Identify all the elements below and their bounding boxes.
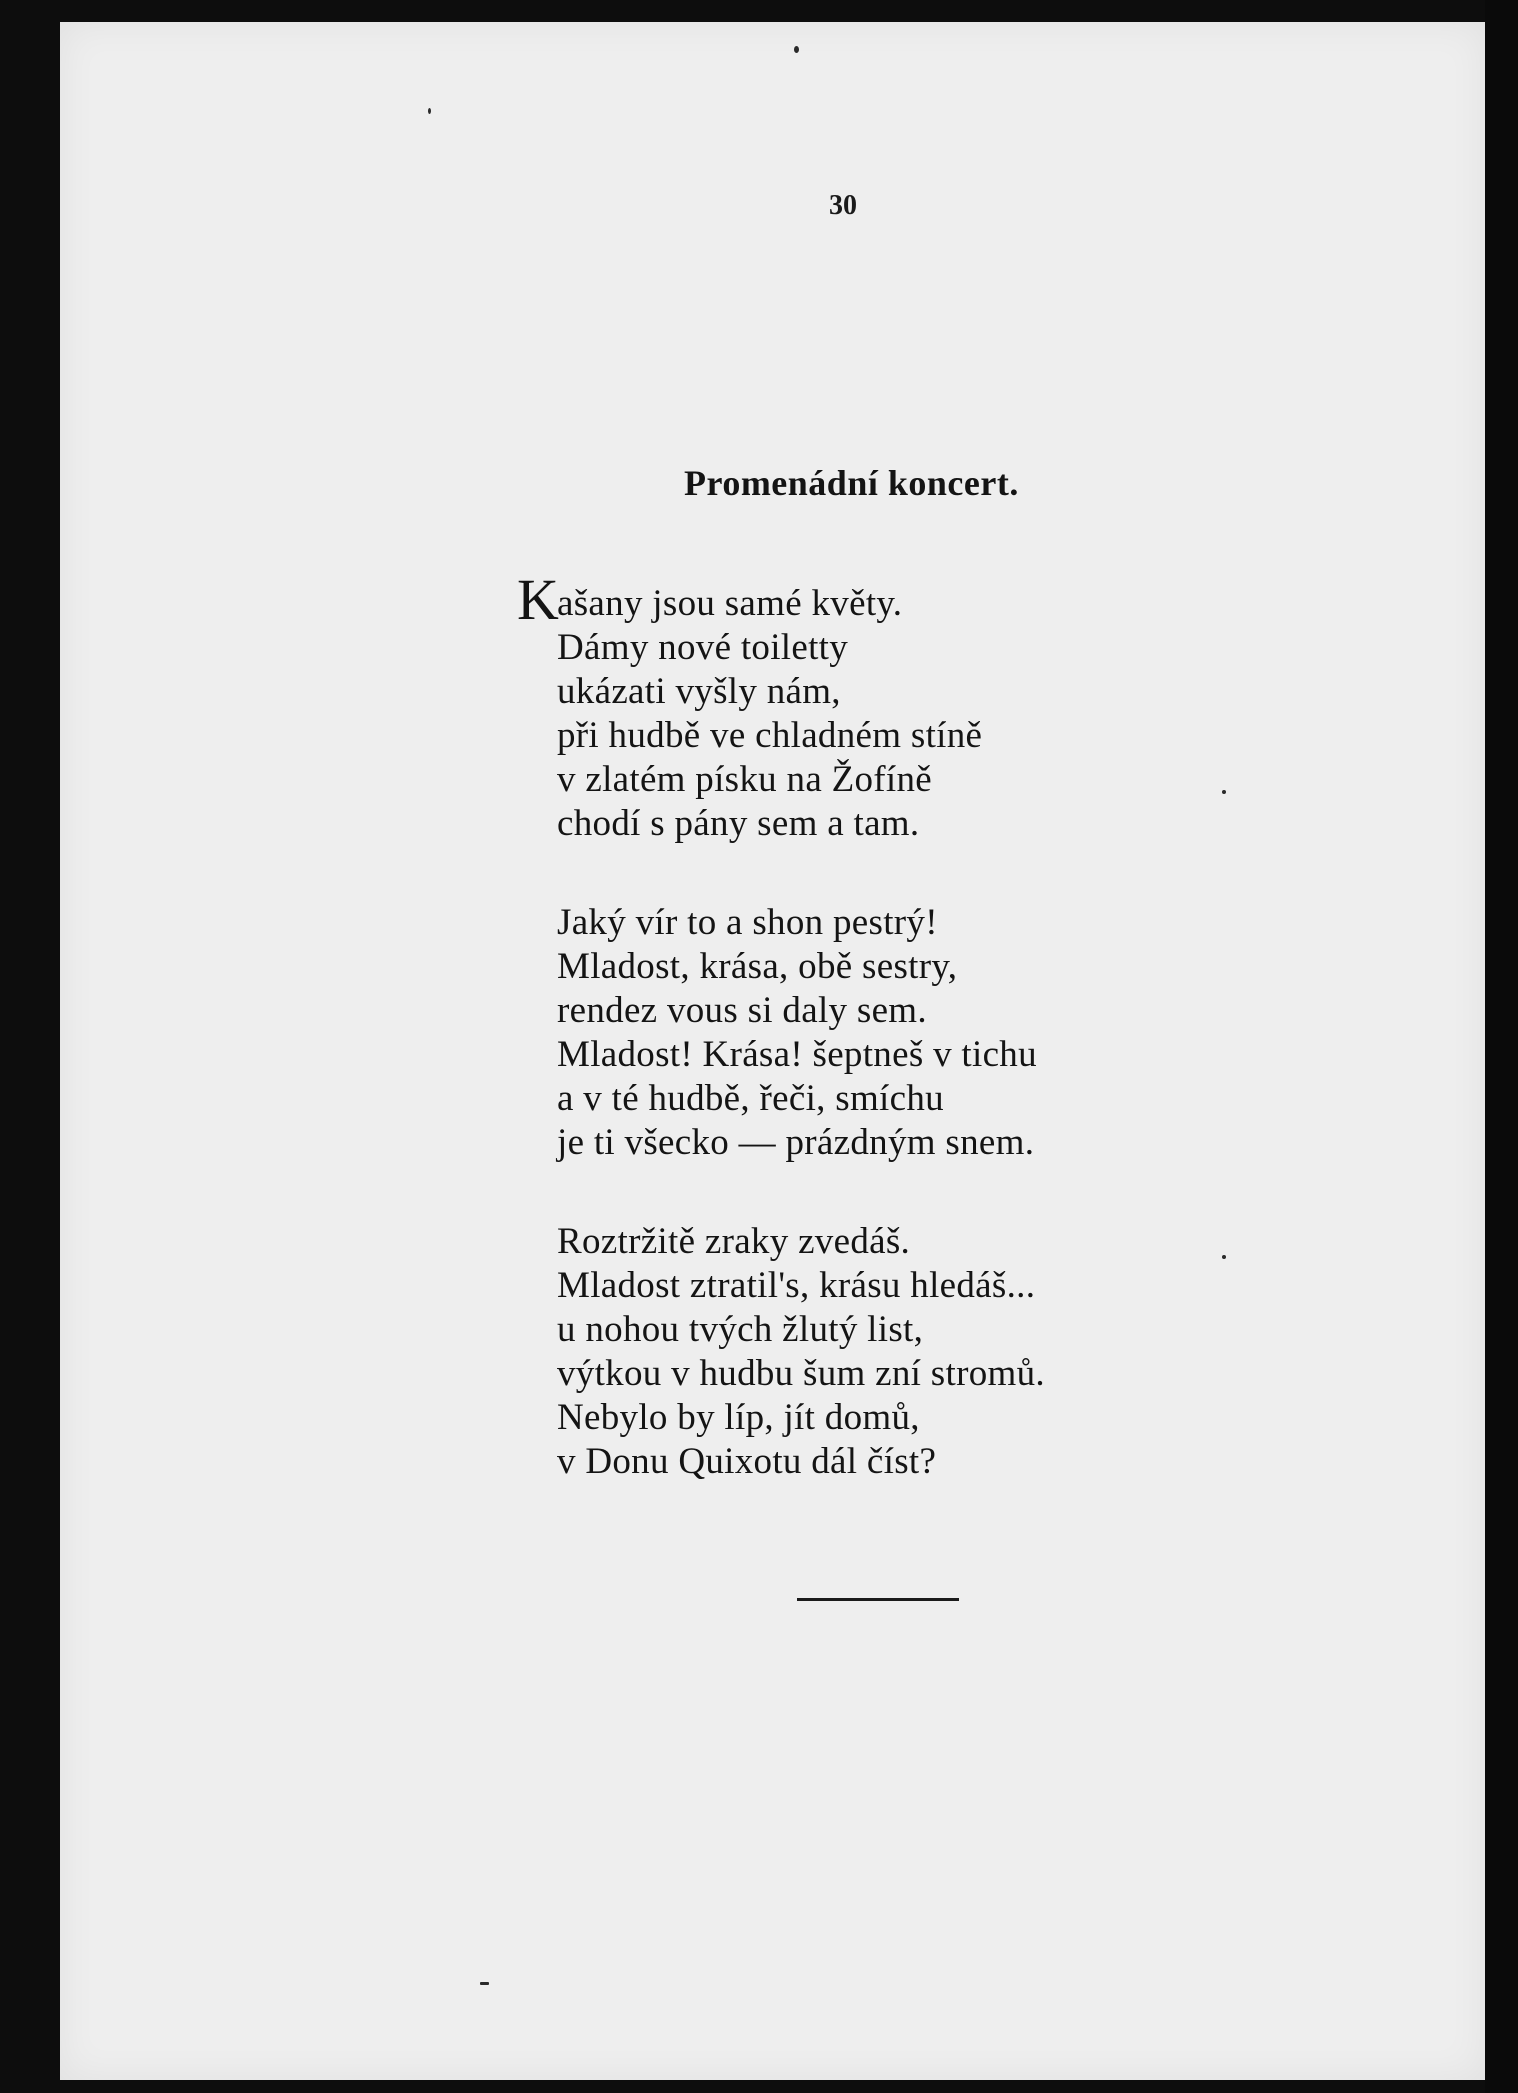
poem-line: Mladost, krása, obě sestry, [557, 946, 958, 987]
poem-line: je ti všecko — prázdným snem. [557, 1122, 1035, 1163]
poem-stanza-1 [517, 567, 983, 846]
poem-line: rendez vous si daly sem. [557, 990, 927, 1031]
dust-speck [1222, 790, 1226, 794]
poem-line: chodí s pány sem a tam. [557, 803, 920, 844]
poem-line: a v té hudbě, řeči, smíchu [557, 1078, 944, 1119]
poem-line: u nohou tvých žlutý list, [557, 1309, 924, 1350]
poem-line: při hudbě ve chladném stíně [557, 715, 983, 756]
poem-line: v Donu Quixotu dál číst? [557, 1441, 937, 1482]
dust-speck [480, 1982, 489, 1985]
poem-line: Mladost! Krása! šeptneš v tichu [557, 1034, 1037, 1075]
dust-speck [1222, 1255, 1226, 1259]
poem-line: výtkou v hudbu šum zní stromů. [557, 1353, 1045, 1394]
poem-line: ašany jsou samé květy. [557, 583, 903, 624]
dust-speck [428, 108, 431, 114]
drop-cap: K [517, 567, 560, 632]
poem-line: Jaký vír to a shon pestrý! [557, 902, 938, 943]
scan-border [1485, 0, 1518, 2093]
poem-line: Dámy nové toiletty [557, 627, 849, 668]
poem-title: Promenádní koncert. [684, 463, 1019, 503]
page-number: 30 [829, 190, 857, 221]
poem-line: Mladost ztratil's, krásu hledáš... [557, 1265, 1036, 1306]
dust-speck [794, 46, 799, 53]
poem-line: Roztržitě zraky zvedáš. [557, 1221, 911, 1262]
end-rule [797, 1598, 959, 1601]
poem-line: ukázati vyšly nám, [557, 671, 841, 712]
poem-stanza-2 [557, 901, 1037, 1165]
poem-stanza-3 [557, 1220, 1045, 1484]
poem-line: Nebylo by líp, jít domů, [557, 1397, 920, 1438]
poem-line: v zlatém písku na Žofíně [557, 759, 933, 800]
